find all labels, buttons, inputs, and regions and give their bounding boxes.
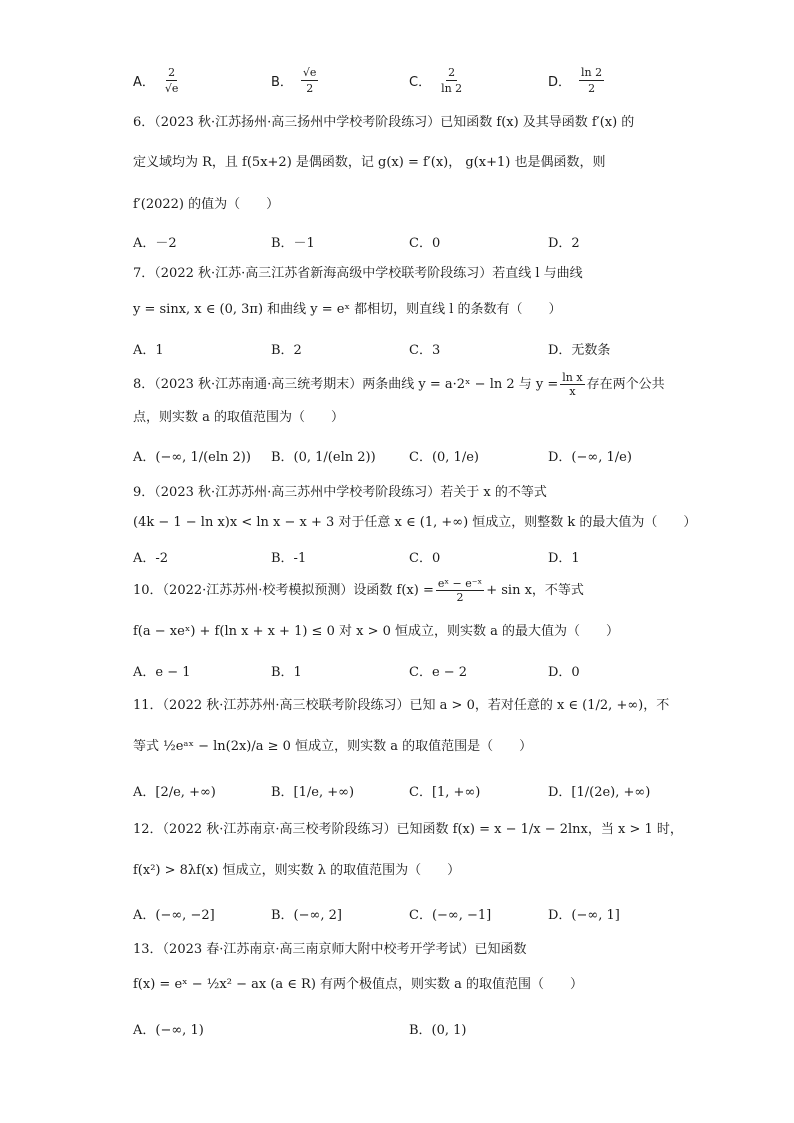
q5-option-d[interactable]: D． $\frac{\ln 2}{2}$	[548, 65, 603, 95]
q8-option-d[interactable]: D．(−∞, 1/e)	[548, 450, 632, 465]
q7-option-a[interactable]: A．1	[133, 343, 164, 358]
q5-option-c[interactable]: C． $\frac{2}{\ln 2}$	[409, 65, 463, 95]
q13-option-b[interactable]: B．(0, 1)	[409, 1023, 467, 1038]
fraction: $\frac{\text{ln x}}{x}$	[562, 371, 583, 398]
fraction: $\frac{\text{eˣ − e⁻ˣ}}{2}$	[437, 577, 483, 604]
q12-option-c[interactable]: C．(−∞, −1]	[409, 908, 492, 923]
q11-options	[133, 781, 693, 799]
q10-option-b[interactable]: B．1	[271, 665, 302, 680]
q6-options	[133, 232, 693, 250]
q12-line-1: 12．（2022 秋·江苏南京·高三校考阶段练习）已知函数 f(x) = x − 1/x − 2lnx，当 x > 1 时，	[133, 822, 683, 837]
q5-option-b[interactable]: B． $\frac{√e}{2}$	[271, 65, 317, 95]
q5-option-a[interactable]: A． $\frac{2}{√e}$	[133, 65, 179, 95]
q8-line-2: 点，则实数 a 的取值范围为（ ）	[133, 410, 345, 425]
fraction: $\frac{\ln 2}{2}$	[581, 65, 603, 95]
q13-options	[133, 1019, 693, 1037]
q6-option-d[interactable]: D．2	[548, 236, 580, 251]
q5-options	[133, 60, 693, 100]
q12-line-2: f(x²) > 8λf(x) 恒成立，则实数 λ 的取值范围为（ ）	[133, 863, 461, 878]
q7-line-2: y = sinx, x ∈ (0, 3π) 和曲线 y = eˣ 都相切，则直线 l 的条数有（ ）	[133, 302, 562, 317]
fraction: $\frac{2}{\ln 2}$	[441, 65, 463, 95]
q11-line-1: 11．（2022 秋·江苏苏州·高三校联考阶段练习）已知 a > 0，若对任意的 x ∈ (1/2, +∞)，不	[133, 698, 670, 713]
q8-option-a[interactable]: A．(−∞, 1/(eln 2))	[133, 450, 251, 465]
q13-line-2: f(x) = eˣ − ½x² − ax (a ∈ R) 有两个极值点，则实数 a 的取值范围（ ）	[133, 977, 584, 992]
q13-option-a[interactable]: A．(−∞, 1)	[133, 1023, 204, 1038]
q8-option-b[interactable]: B．(0, 1/(eln 2))	[271, 450, 376, 465]
q10-line-2: f(a − xeˣ) + f(ln x + x + 1) ≤ 0 对 x > 0 恒成立，则实数 a 的最大值为（ ）	[133, 624, 620, 639]
fraction: $\frac{2}{√e}$	[164, 65, 179, 95]
q11-option-b[interactable]: B．[1/e, +∞)	[271, 785, 355, 800]
q9-option-d[interactable]: D．1	[548, 551, 580, 566]
q10-line-1: 10．（2022·江苏苏州·校考模拟预测）设函数 f(x) = $\frac{\text{eˣ − e⁻ˣ}}{2}$ + sin x，不等式	[133, 577, 584, 604]
q9-options	[133, 547, 693, 565]
q6-option-c[interactable]: C．0	[409, 236, 441, 251]
q7-options	[133, 339, 693, 357]
q8-options	[133, 446, 693, 464]
q8-line-1: 8．（2023 秋·江苏南通·高三统考期末）两条曲线 y = a·2ˣ − ln 2 与 y = $\frac{\text{ln x}}{x}$ 存在两个公共	[133, 371, 665, 398]
q11-option-a[interactable]: A．[2/e, +∞)	[133, 785, 216, 800]
q9-line-2: (4k − 1 − ln x)x < ln x − x + 3 对于任意 x ∈ (1, +∞) 恒成立，则整数 k 的最大值为（ ）	[133, 515, 697, 530]
q6-line-1: 6．（2023 秋·江苏扬州·高三扬州中学校考阶段练习）已知函数 f(x) 及其导函数 f′(x) 的	[133, 115, 635, 130]
q10-option-a[interactable]: A．e − 1	[133, 665, 191, 680]
q6-option-a[interactable]: A．－2	[133, 236, 177, 251]
q7-option-d[interactable]: D．无数条	[548, 343, 611, 358]
q7-option-c[interactable]: C．3	[409, 343, 441, 358]
q9-option-b[interactable]: B．-1	[271, 551, 307, 566]
q7-option-b[interactable]: B．2	[271, 343, 302, 358]
fraction: $\frac{√e}{2}$	[302, 65, 317, 95]
q8-option-c[interactable]: C．(0, 1/e)	[409, 450, 479, 465]
q11-line-2: 等式 ½eᵃˣ − ln(2x)/a ≥ 0 恒成立，则实数 a 的取值范围是（ ）	[133, 739, 533, 754]
q10-option-d[interactable]: D．0	[548, 665, 580, 680]
q12-option-b[interactable]: B．(−∞, 2]	[271, 908, 342, 923]
q9-option-c[interactable]: C．0	[409, 551, 441, 566]
q12-option-d[interactable]: D．(−∞, 1]	[548, 908, 620, 923]
q10-option-c[interactable]: C．e − 2	[409, 665, 468, 680]
q7-line-1: 7．（2022 秋·江苏·高三江苏省新海高级中学校联考阶段练习）若直线 l 与曲线	[133, 266, 583, 281]
q9-option-a[interactable]: A．-2	[133, 551, 169, 566]
q10-options	[133, 661, 693, 679]
q11-option-c[interactable]: C．[1, +∞)	[409, 785, 481, 800]
q6-line-2: 定义域均为 R，且 f(5x+2) 是偶函数，记 g(x) = f′(x)， g(x+1) 也是偶函数，则	[133, 155, 606, 170]
q11-option-d[interactable]: D．[1/(2e), +∞)	[548, 785, 651, 800]
q12-options	[133, 904, 693, 922]
q6-option-b[interactable]: B．－1	[271, 236, 315, 251]
q9-line-1: 9．（2023 秋·江苏苏州·高三苏州中学校考阶段练习）若关于 x 的不等式	[133, 485, 547, 500]
q6-line-3: f′(2022) 的值为（ ）	[133, 197, 280, 212]
q12-option-a[interactable]: A．(−∞, −2]	[133, 908, 215, 923]
q13-line-1: 13．（2023 春·江苏南京·高三南京师大附中校考开学考试）已知函数	[133, 942, 527, 957]
